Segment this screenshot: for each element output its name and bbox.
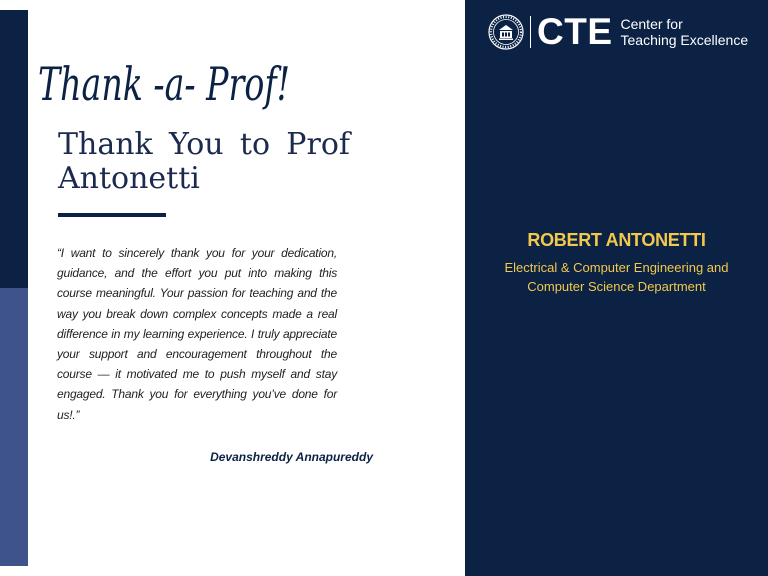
script-title-text: Thank -a- Prof! [38, 57, 290, 111]
cte-full-name [621, 16, 749, 48]
university-seal-icon [488, 14, 524, 50]
testimonial-author: Devanshreddy Annapureddy [210, 450, 373, 464]
logo-divider [530, 16, 531, 48]
cte-abbreviation: CTE [537, 11, 613, 52]
cte-logo [488, 12, 748, 52]
cte-line-1: Center for [620, 16, 683, 32]
page-heading: Thank You to Prof Antonetti [58, 127, 350, 196]
professor-department: Electrical & Computer Engineering and Computer Science Department [504, 260, 729, 294]
testimonial-quote: “I want to sincerely thank you for your dedication, guidance, and the effort you put into making this course meaningful. Your passion for teaching and the way you break down complex concepts made a real difference in my learning experience. I truly appreciate your support and encouragement throughout the course — it motivated me to push myself and stay engaged. Thank you for everything you’ve done for us!.” [57, 246, 337, 422]
cte-line-2: Teaching Excellence [620, 32, 749, 48]
script-title [38, 38, 338, 118]
left-accent-bar-light [0, 288, 28, 566]
professor-name: ROBERT ANTONETTI [527, 230, 706, 250]
left-accent-bar-dark [0, 10, 28, 288]
heading-underline [58, 213, 166, 217]
